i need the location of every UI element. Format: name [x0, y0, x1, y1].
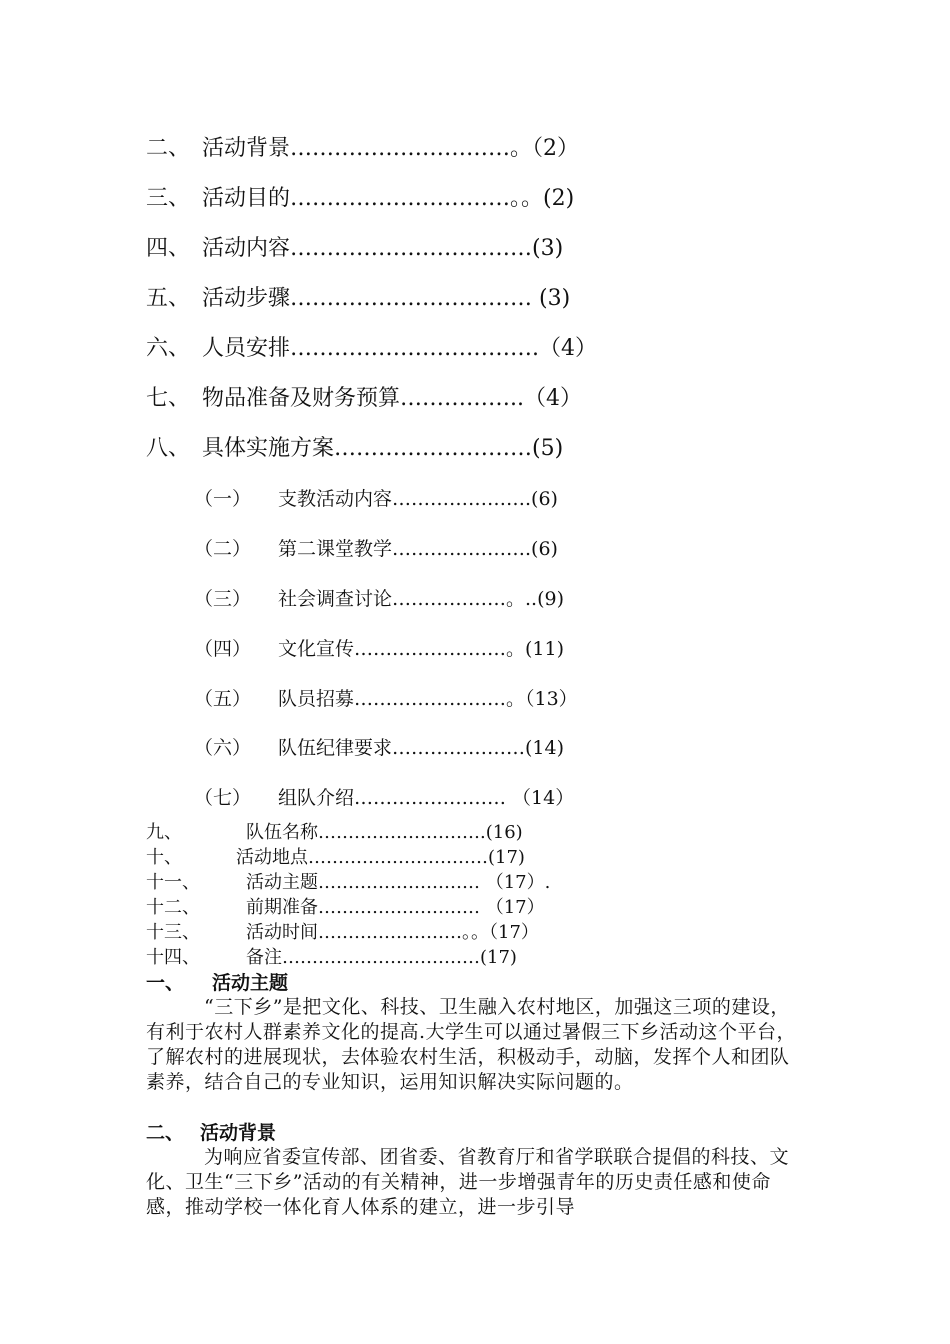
toc-subentry-text: 支教活动内容………………….(6) [278, 488, 558, 510]
toc-entry-number: 十三、 [146, 922, 200, 943]
toc-subentry-number: （三） [194, 588, 252, 610]
toc-entry-number: 四、 [146, 236, 191, 261]
section-number: 一、 [146, 972, 185, 994]
toc-subentry-number: （五） [194, 688, 252, 710]
toc-entry-10[interactable] [146, 846, 525, 870]
toc-entry-14[interactable] [146, 946, 517, 970]
toc-subentry-number: （六） [194, 737, 252, 759]
section-heading-2 [146, 1121, 276, 1145]
toc-entry-text: 具体实施方案………………………(5) [202, 436, 564, 461]
toc-entry-number: 五、 [146, 286, 191, 311]
toc-subentry-text: 社会调查讨论………………。..(9) [278, 588, 564, 610]
toc-subentry-number: （二） [194, 538, 252, 560]
toc-entry-2[interactable] [146, 134, 579, 164]
toc-entry-text: 活动内容……………………………(3) [202, 236, 564, 261]
toc-entry-number: 十、 [146, 847, 182, 868]
toc-subentry-text: 组队介绍…………………… （14） [278, 787, 575, 809]
toc-entry-number: 十二、 [146, 897, 200, 918]
section-heading-1 [146, 971, 288, 995]
toc-subentry-2[interactable] [194, 536, 558, 562]
toc-subentry-text: 队员招募……………………。（13） [278, 688, 578, 710]
toc-entry-6[interactable] [146, 334, 597, 364]
toc-entry-8[interactable] [146, 434, 563, 464]
toc-entry-3[interactable] [146, 184, 574, 214]
toc-entry-number: 二、 [146, 136, 191, 161]
section-title: 活动背景 [200, 1122, 277, 1144]
section-number: 二、 [146, 1122, 185, 1144]
section-2-paragraph [146, 1145, 806, 1220]
toc-entry-9[interactable] [146, 821, 523, 845]
toc-entry-13[interactable] [146, 921, 539, 945]
toc-entry-number: 九、 [146, 822, 182, 843]
toc-entry-7[interactable] [146, 384, 582, 414]
toc-entry-text: 活动时间……………………。。（17） [246, 922, 539, 943]
toc-subentry-number: （七） [194, 787, 252, 809]
toc-subentry-text: 文化宣传……………………。(11) [278, 638, 565, 660]
toc-entry-text: 活动地点…………………………(17) [236, 847, 525, 868]
toc-entry-text: 活动主题……………………… （17）. [246, 872, 551, 893]
toc-subentry-text: 队伍纪律要求…………………(14) [278, 737, 565, 759]
section-title: 活动主题 [212, 972, 289, 994]
toc-entry-number: 十一、 [146, 872, 200, 893]
toc-entry-text: 前期准备……………………… （17） [246, 897, 545, 918]
toc-entry-text: 物品准备及财务预算……………..（4） [202, 386, 582, 411]
section-1-paragraph [146, 995, 806, 1095]
toc-entry-number: 八、 [146, 436, 191, 461]
toc-subentry-6[interactable] [194, 735, 564, 761]
toc-subentry-number: （四） [194, 638, 252, 660]
section-1-body: “三下乡”是把文化、科技、卫生融入农村地区，加强这三项的建设，有利于农村人群素养文化的提高.大学生可以通过暑假三下乡活动这个平台，了解农村的进展现状，去体验农村生活，积极动手，动脑，发挥个人和团队素养，结合自己的专业知识，运用知识解决实际问题的。 [146, 996, 797, 1093]
toc-entry-4[interactable] [146, 234, 563, 264]
toc-entry-11[interactable] [146, 871, 550, 895]
toc-entry-number: 十四、 [146, 947, 200, 968]
toc-subentry-3[interactable] [194, 586, 564, 612]
toc-entry-number: 六、 [146, 336, 191, 361]
toc-entry-text: 队伍名称……………………….(16) [246, 822, 523, 843]
section-2-body: 为响应省委宣传部、团省委、省教育厅和省学联联合提倡的科技、文化、卫生“三下乡”活动的有关精神，进一步增强青年的历史责任感和使命感，推动学校一体化育人体系的建立，进一步引导 [146, 1146, 790, 1218]
toc-subentry-4[interactable] [194, 636, 564, 662]
toc-subentry-number: （一） [194, 488, 252, 510]
toc-entry-text: 人员安排…………………………….（4） [202, 336, 597, 361]
toc-subentry-1[interactable] [194, 486, 558, 512]
toc-entry-5[interactable] [146, 284, 570, 314]
toc-subentry-7[interactable] [194, 785, 574, 811]
toc-entry-text: 活动背景…………………………。（2） [202, 136, 579, 161]
toc-entry-text: 活动目的…………………………。。(2) [202, 186, 575, 211]
toc-entry-text: 备注……………………………(17) [246, 947, 517, 968]
toc-subentry-text: 第二课堂教学………………….(6) [278, 538, 558, 560]
toc-entry-text: 活动步骤…………………………… (3) [202, 286, 571, 311]
toc-entry-number: 三、 [146, 186, 191, 211]
toc-entry-number: 七、 [146, 386, 191, 411]
toc-entry-12[interactable] [146, 896, 545, 920]
toc-subentry-5[interactable] [194, 686, 578, 712]
